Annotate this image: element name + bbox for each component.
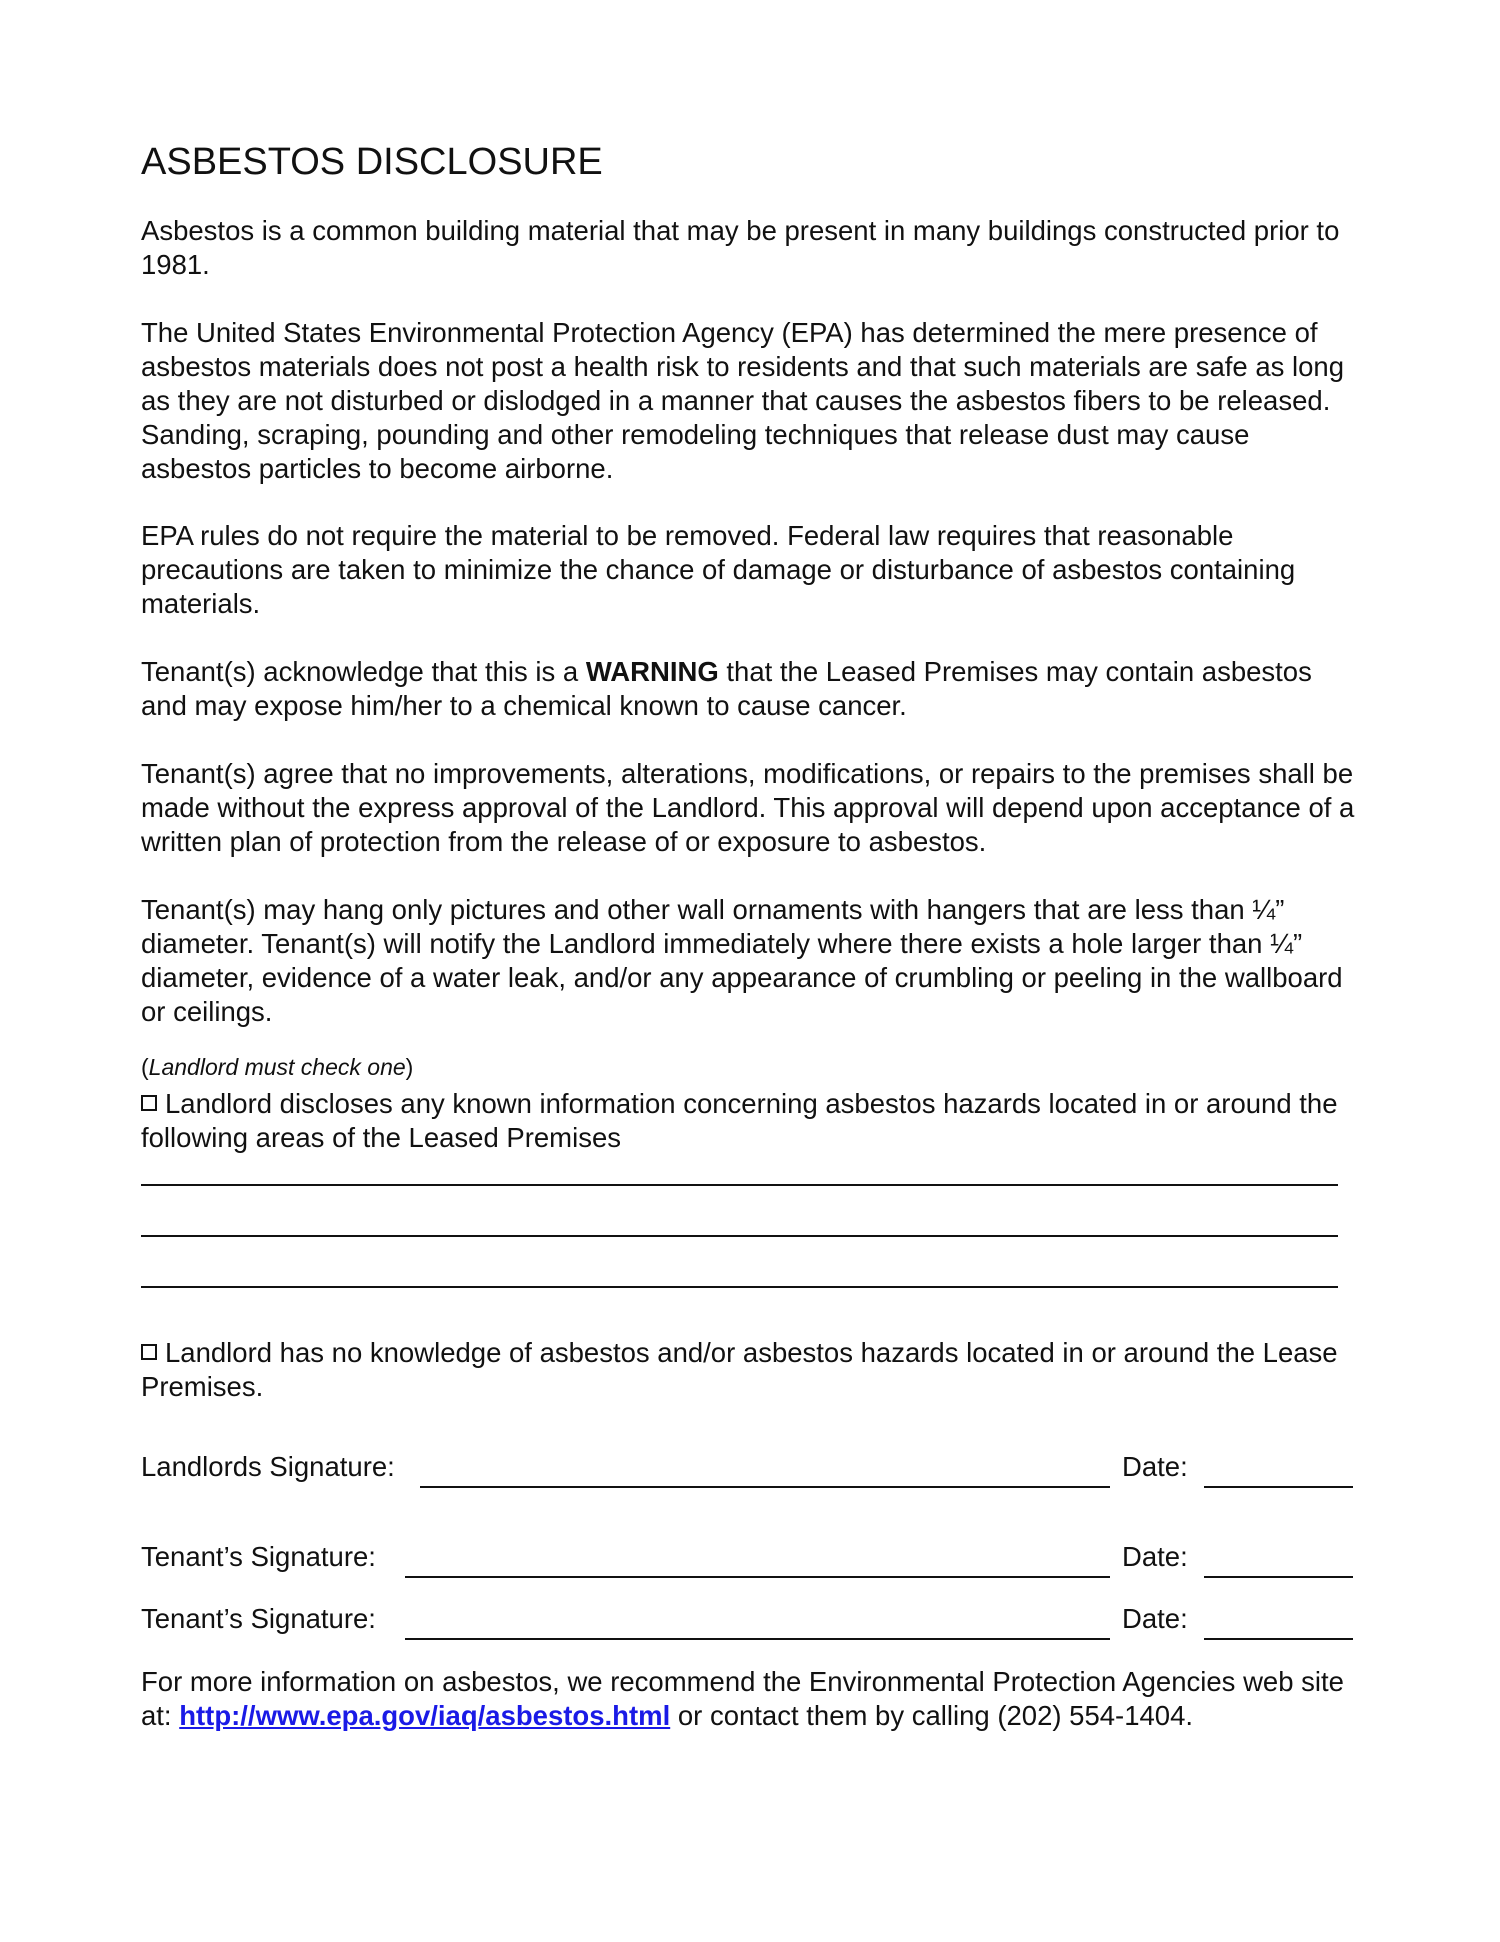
paragraph-warning [141, 655, 1361, 723]
paragraph-asbestos-intro: Asbestos is a common building material that may be present in many buildings constructed prior to 1981. [141, 215, 1340, 280]
tenant-signature-label-1: Tenant’s Signature: [141, 1541, 376, 1572]
check-instruction-open: ( [141, 1054, 149, 1080]
tenant-signature-row-2 [141, 1602, 1353, 1642]
option-no-knowledge [141, 1336, 1361, 1404]
check-instruction [141, 1053, 413, 1081]
footer-text-before: For more information on asbestos, we recommend the Environmental Protection Agencies web site at: [141, 1666, 1344, 1731]
warning-bold: WARNING [585, 656, 719, 687]
epa-asbestos-link[interactable]: http://www.epa.gov/iaq/asbestos.html [179, 1700, 671, 1731]
footer-text-after: or contact them by calling (202) 554-1404. [670, 1700, 1194, 1731]
paragraph-epa-rules: EPA rules do not require the material to be removed. Federal law requires that reasonable precautions are taken to minimize the chance of damage or disturbance of asbestos containing materials. [141, 520, 1296, 619]
paragraph-improvements: Tenant(s) agree that no improvements, alterations, modifications, or repairs to the premises shall be made without the express approval of the Landlord. This approval will depend upon acceptance of a written plan of protection from the release of or exposure to asbestos. [141, 758, 1355, 857]
tenant-date-line-2[interactable] [1204, 1638, 1353, 1640]
footer-more-info [141, 1665, 1361, 1733]
check-instruction-italic: Landlord must check one [148, 1054, 406, 1080]
landlord-signature-label: Landlords Signature: [141, 1451, 395, 1482]
paragraph-epa-determination: The United States Environmental Protection Agency (EPA) has determined the mere presence of asbestos materials does not post a health risk to residents and that such materials are safe as long as they are not disturbed or dislodged in a manner that causes the asbestos fibers to be released. Sanding, scraping, pounding and other remodeling techniques that release dust may cause asbestos particles to become airborne. [141, 317, 1345, 484]
checkbox-discloses[interactable] [141, 1095, 157, 1111]
landlord-signature-row [141, 1450, 1353, 1490]
check-instruction-close: ) [405, 1054, 414, 1080]
document-title: ASBESTOS DISCLOSURE [141, 141, 603, 183]
tenant-signature-line-1[interactable] [405, 1576, 1110, 1578]
tenant-signature-row-1 [141, 1540, 1353, 1580]
disclosure-blank-line-1[interactable] [141, 1184, 1338, 1186]
landlord-date-label: Date: [1122, 1451, 1188, 1482]
disclosure-blank-line-3[interactable] [141, 1286, 1338, 1288]
tenant-date-label-1: Date: [1122, 1541, 1188, 1572]
landlord-signature-line[interactable] [420, 1486, 1110, 1488]
checkbox-no-knowledge[interactable] [141, 1344, 157, 1360]
disclosure-blank-line-2[interactable] [141, 1235, 1338, 1237]
tenant-date-label-2: Date: [1122, 1603, 1188, 1634]
option-discloses [141, 1087, 1361, 1155]
tenant-signature-label-2: Tenant’s Signature: [141, 1603, 376, 1634]
landlord-date-line[interactable] [1204, 1486, 1353, 1488]
option-discloses-label: Landlord discloses any known information concerning asbestos hazards located in or around the following areas of the Leased Premises [141, 1088, 1338, 1153]
tenant-signature-line-2[interactable] [405, 1638, 1110, 1640]
paragraph-wall-hangers: Tenant(s) may hang only pictures and other wall ornaments with hangers that are less than ¼” diameter. Tenant(s) will notify the Landlord immediately where there exists a hole larger than ¼” diameter, evidence of a water leak, and/or any appearance of crumbling or peeling in the wallboard or ceilings. [141, 894, 1343, 1027]
tenant-date-line-1[interactable] [1204, 1576, 1353, 1578]
warning-text-before: Tenant(s) acknowledge that this is a [141, 656, 586, 687]
warning-text-after: that the Leased Premises may contain asbestos and may expose him/her to a chemical known to cause cancer. [141, 656, 1312, 721]
option-no-knowledge-label: Landlord has no knowledge of asbestos and/or asbestos hazards located in or around the Lease Premises. [141, 1337, 1338, 1402]
